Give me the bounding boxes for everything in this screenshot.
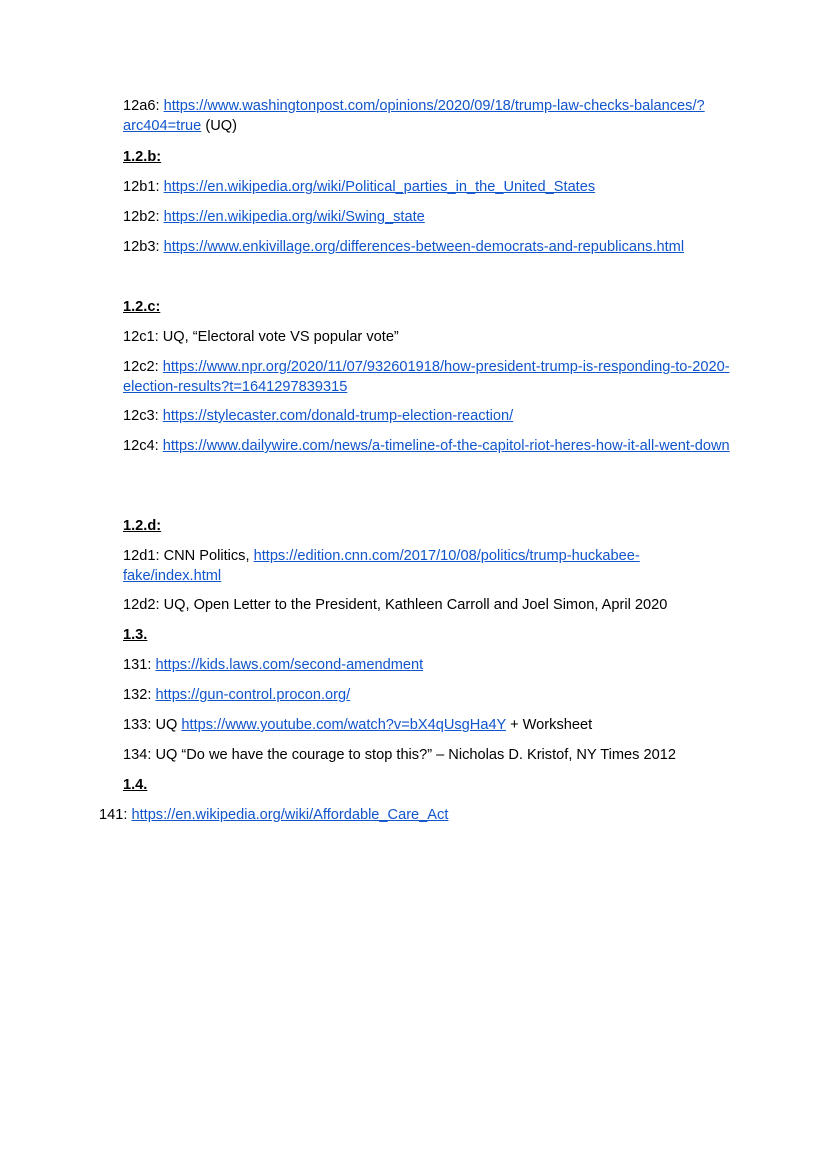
reference-134: 134: UQ “Do we have the courage to stop this?” – Nicholas D. Kristof, NY Times 2012	[123, 747, 676, 763]
reference-link[interactable]: https://www.youtube.com/watch?v=bX4qUsgHa4Y	[181, 717, 507, 733]
reference-link[interactable]: https://en.wikipedia.org/wiki/Swing_state	[163, 209, 425, 225]
reference-label: 12d1: CNN Politics,	[123, 548, 254, 564]
reference-12c3	[123, 407, 733, 427]
reference-12b3	[123, 238, 743, 258]
section-heading-1-2-b: 1.2.b:	[123, 149, 162, 165]
reference-label: 12a6:	[123, 98, 164, 114]
reference-suffix: (UQ)	[201, 117, 237, 134]
reference-suffix: + Worksheet	[506, 717, 593, 733]
reference-131	[123, 656, 733, 676]
reference-link[interactable]: https://www.washingtonpost.com/opinions/2020/09/18/trump-law-checks-balances/?arc404=true	[123, 98, 705, 134]
reference-12c1: 12c1: UQ, “Electoral vote VS popular vote”	[123, 329, 399, 345]
reference-12d1	[123, 547, 733, 586]
section-heading-1-3: 1.3.	[123, 627, 148, 643]
reference-link[interactable]: https://www.enkivillage.org/differences-between-democrats-and-republicans.html	[163, 239, 685, 255]
reference-link[interactable]: https://en.wikipedia.org/wiki/Affordable_Care_Act	[131, 807, 449, 823]
reference-label: 12c3:	[123, 408, 163, 424]
reference-12a6	[123, 97, 733, 136]
reference-label: 131:	[123, 657, 156, 673]
reference-link[interactable]: https://www.dailywire.com/news/a-timeline-of-the-capitol-riot-heres-how-it-all-went-down	[162, 438, 730, 454]
reference-12c2	[123, 358, 733, 397]
reference-label: 132:	[123, 687, 156, 703]
reference-link[interactable]: https://gun-control.procon.org/	[155, 687, 351, 703]
reference-link[interactable]: https://en.wikipedia.org/wiki/Political_parties_in_the_United_States	[163, 179, 596, 195]
reference-label: 141:	[99, 807, 132, 823]
reference-12b2	[123, 208, 743, 228]
reference-12b1	[123, 178, 743, 198]
section-heading-1-4: 1.4.	[123, 777, 148, 793]
reference-label: 12b3:	[123, 239, 164, 255]
reference-link[interactable]: https://stylecaster.com/donald-trump-election-reaction/	[162, 408, 514, 424]
reference-label: 12c4:	[123, 438, 163, 454]
reference-link[interactable]: https://www.npr.org/2020/11/07/932601918/how-president-trump-is-responding-to-2020-election-results?t=1641297839315	[123, 359, 730, 395]
reference-link[interactable]: https://kids.laws.com/second-amendment	[155, 657, 424, 673]
section-heading-1-2-d: 1.2.d:	[123, 518, 162, 534]
reference-141	[99, 806, 709, 826]
section-heading-1-2-c: 1.2.c:	[123, 299, 161, 315]
reference-12c4	[123, 437, 733, 457]
reference-link[interactable]: https://edition.cnn.com/2017/10/08/politics/trump-huckabee-fake/index.html	[123, 548, 640, 584]
reference-label: 12b2:	[123, 209, 164, 225]
reference-12d2: 12d2: UQ, Open Letter to the President, Kathleen Carroll and Joel Simon, April 2020	[123, 597, 668, 613]
reference-label: 133: UQ	[123, 717, 182, 733]
reference-label: 12b1:	[123, 179, 164, 195]
reference-133	[123, 716, 733, 736]
reference-label: 12c2:	[123, 359, 163, 375]
reference-132	[123, 686, 733, 706]
